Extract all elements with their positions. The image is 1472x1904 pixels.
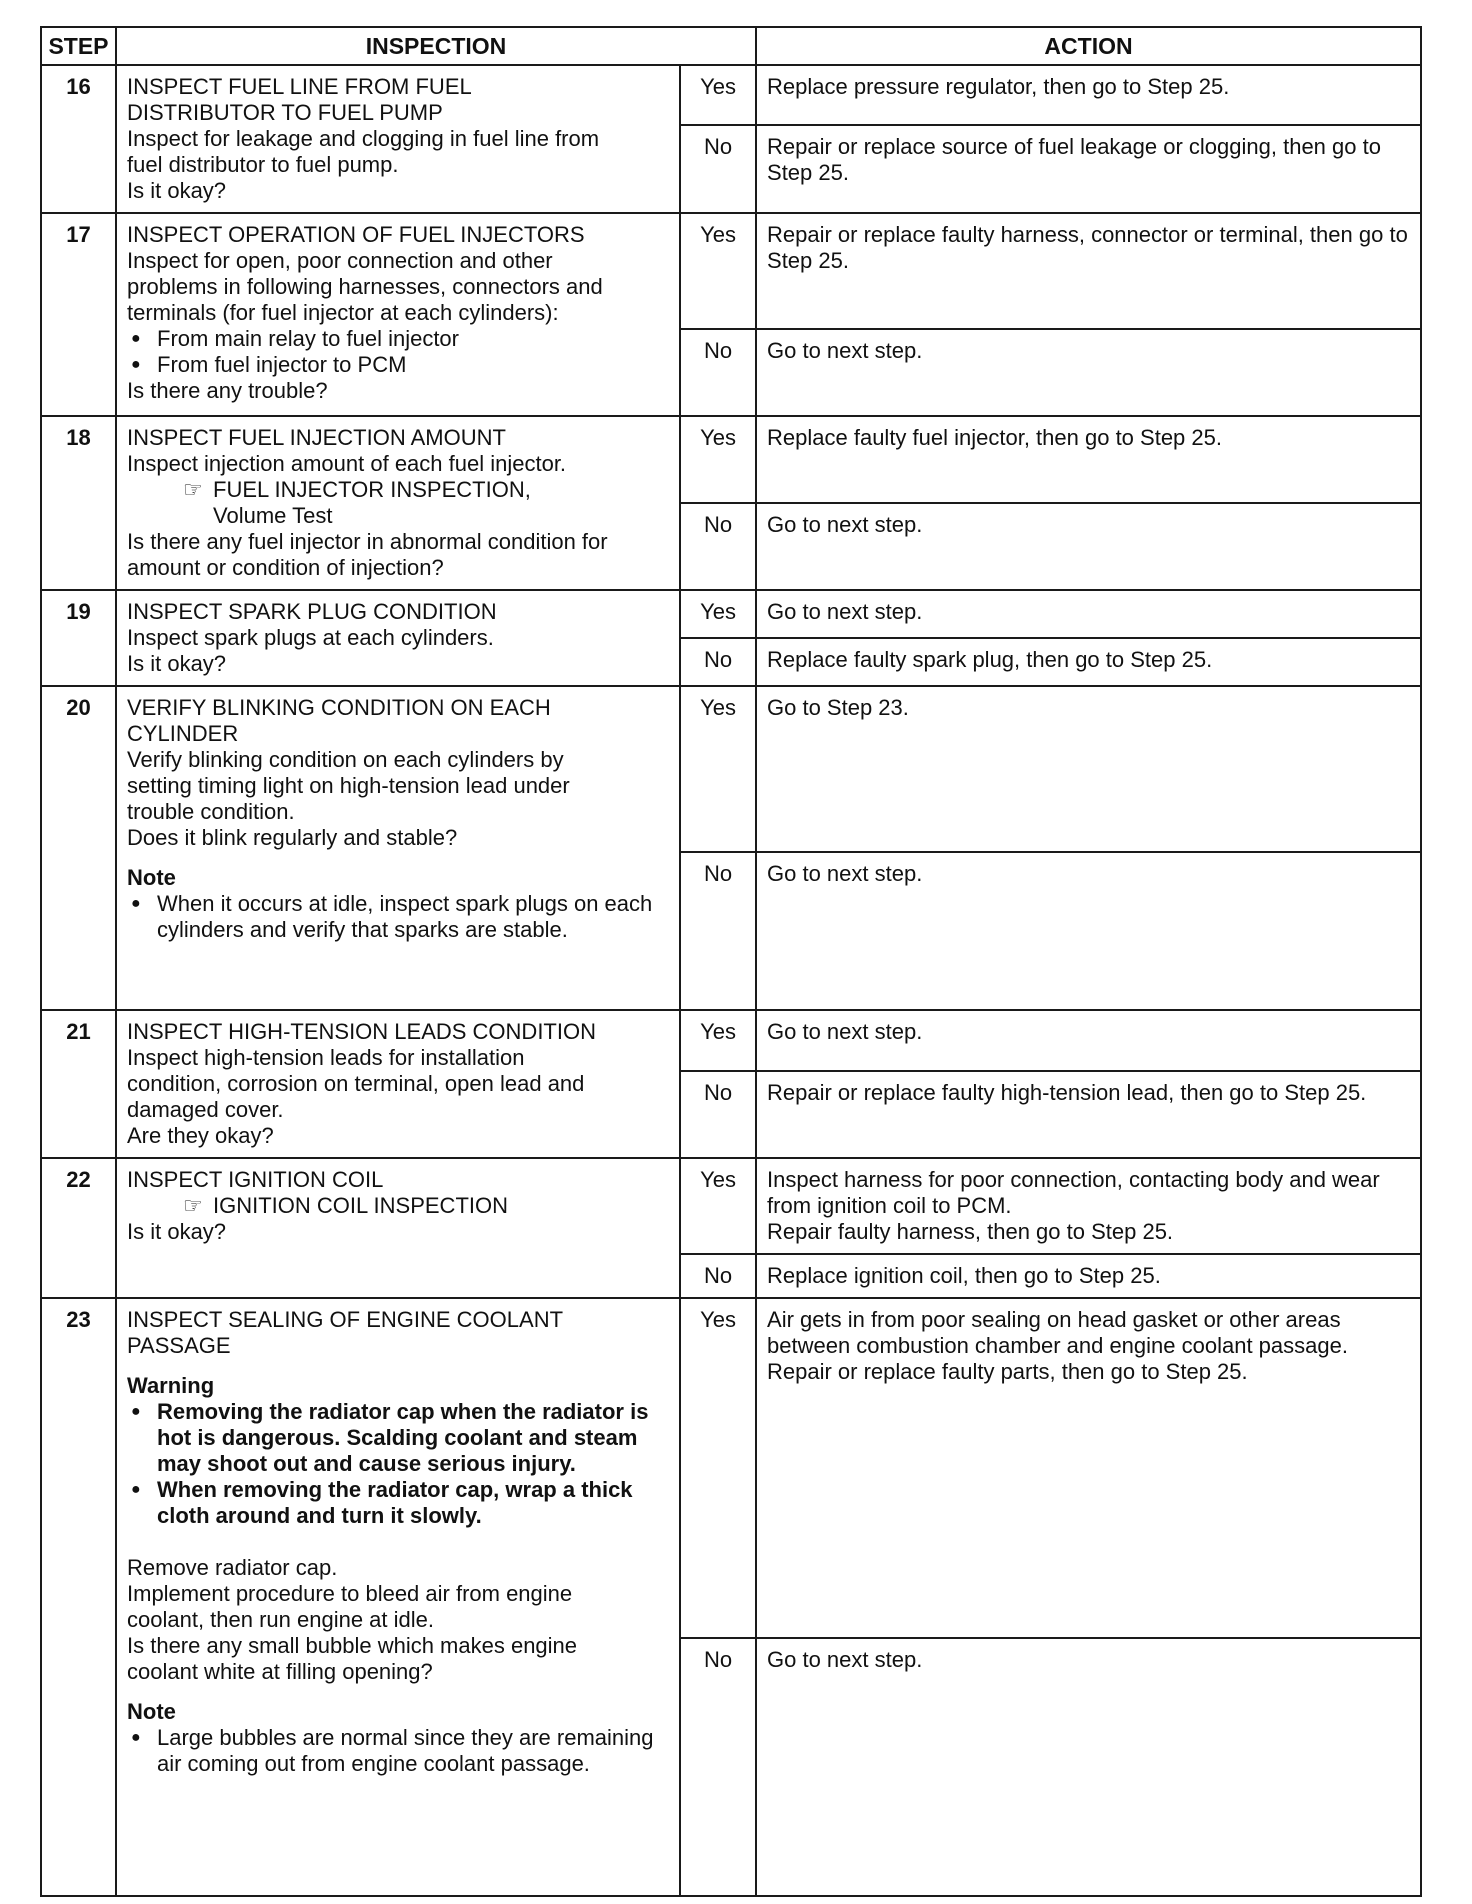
action-line: Repair or replace faulty parts, then go to Step 25. xyxy=(767,1359,1248,1384)
step-title: INSPECT FUEL INJECTION AMOUNT xyxy=(127,425,506,450)
reference-text: FUEL INJECTOR INSPECTION, xyxy=(213,477,531,502)
no-label: No xyxy=(680,503,756,590)
bullet-item: ● From main relay to fuel injector xyxy=(127,326,669,352)
step-title: INSPECT IGNITION COIL xyxy=(127,1167,384,1192)
step-20-inspection xyxy=(116,686,680,1010)
question: coolant white at filling opening? xyxy=(127,1659,433,1684)
action-line: Inspect harness for poor connection, contacting body and wear from ignition coil to PCM. xyxy=(767,1167,1380,1218)
no-action: Go to next step. xyxy=(756,1638,1421,1896)
yes-action xyxy=(756,1298,1421,1638)
yes-action: Go to Step 23. xyxy=(756,686,1421,852)
note-list xyxy=(127,1725,669,1777)
warning-item: ● Removing the radiator cap when the radiator is hot is dangerous. Scalding coolant and steam may shoot out and cause serious injury. xyxy=(127,1399,669,1477)
body-line: problems in following harnesses, connectors and xyxy=(127,274,603,299)
step-20-yes-row xyxy=(41,686,1421,852)
step-16-yes-row xyxy=(41,65,1421,125)
no-action: Replace faulty spark plug, then go to Step 25. xyxy=(756,638,1421,686)
yes-label: Yes xyxy=(680,416,756,503)
yes-label: Yes xyxy=(680,590,756,638)
step-number: 21 xyxy=(41,1010,116,1158)
pointing-hand-icon: ☞ xyxy=(183,477,203,502)
step-number: 22 xyxy=(41,1158,116,1298)
yes-label: Yes xyxy=(680,1298,756,1638)
yes-action: Replace faulty fuel injector, then go to Step 25. xyxy=(756,416,1421,503)
step-title: INSPECT FUEL LINE FROM FUEL DISTRIBUTOR TO FUEL PUMP xyxy=(127,74,472,125)
yes-label: Yes xyxy=(680,1158,756,1254)
step-23-yes-row xyxy=(41,1298,1421,1638)
yes-label: Yes xyxy=(680,213,756,329)
question: Is there any trouble? xyxy=(127,378,328,403)
step-number: 23 xyxy=(41,1298,116,1896)
no-label: No xyxy=(680,1254,756,1298)
yes-action: Replace pressure regulator, then go to Step 25. xyxy=(756,65,1421,125)
step-17-inspection xyxy=(116,213,680,416)
body-line: Inspect injection amount of each fuel injector. xyxy=(127,451,567,476)
body-line: setting timing light on high-tension lead under xyxy=(127,773,570,798)
warning-heading: Warning xyxy=(127,1373,215,1398)
yes-action: Go to next step. xyxy=(756,1010,1421,1071)
warning-list xyxy=(127,1399,669,1529)
no-action: Go to next step. xyxy=(756,329,1421,416)
step-title: INSPECT HIGH-TENSION LEADS CONDITION xyxy=(127,1019,596,1044)
reference xyxy=(127,477,669,503)
body-line: condition, corrosion on terminal, open lead and xyxy=(127,1071,585,1096)
yes-action: Repair or replace faulty harness, connector or terminal, then go to Step 25. xyxy=(756,213,1421,329)
step-number: 17 xyxy=(41,213,116,416)
note-item: ● Large bubbles are normal since they are remaining air coming out from engine coolant passage. xyxy=(127,1725,669,1777)
step-17-yes-row xyxy=(41,213,1421,329)
warning-item: ● When removing the radiator cap, wrap a thick cloth around and turn it slowly. xyxy=(127,1477,669,1529)
body-line: Inspect high-tension leads for installation xyxy=(127,1045,525,1070)
step-number: 20 xyxy=(41,686,116,1010)
yes-label: Yes xyxy=(680,65,756,125)
step-18-inspection xyxy=(116,416,680,590)
yes-label: Yes xyxy=(680,1010,756,1071)
yes-action: Go to next step. xyxy=(756,590,1421,638)
body-line: Verify blinking condition on each cylinders by xyxy=(127,747,564,772)
step-19-yes-row xyxy=(41,590,1421,638)
inspection-header: INSPECTION xyxy=(116,27,756,65)
no-action: Go to next step. xyxy=(756,503,1421,590)
step-number: 16 xyxy=(41,65,116,213)
yes-action xyxy=(756,1158,1421,1254)
no-label: No xyxy=(680,1071,756,1158)
step-23-inspection xyxy=(116,1298,680,1896)
step-21-inspection xyxy=(116,1010,680,1158)
no-action: Go to next step. xyxy=(756,852,1421,1010)
action-line: Repair faulty harness, then go to Step 25. xyxy=(767,1219,1174,1244)
step-19-inspection xyxy=(116,590,680,686)
no-action: Repair or replace source of fuel leakage or clogging, then go to Step 25. xyxy=(756,125,1421,213)
body-line: Inspect spark plugs at each cylinders. xyxy=(127,625,494,650)
note-list xyxy=(127,891,669,943)
question: Is it okay? xyxy=(127,1219,227,1244)
question: Does it blink regularly and stable? xyxy=(127,825,458,850)
reference xyxy=(127,1193,669,1219)
question: Are they okay? xyxy=(127,1123,274,1148)
question: Is there any fuel injector in abnormal condition for amount or condition of injection? xyxy=(127,529,608,580)
step-title: INSPECT OPERATION OF FUEL INJECTORS xyxy=(127,222,585,247)
step-number: 18 xyxy=(41,416,116,590)
no-label: No xyxy=(680,638,756,686)
action-line: Air gets in from poor sealing on head gasket or other areas between combustion chamber and engine coolant passage. xyxy=(767,1307,1348,1358)
action-header: ACTION xyxy=(756,27,1421,65)
body-line: Is there any small bubble which makes engine xyxy=(127,1633,578,1658)
body-line: Inspect for leakage and clogging in fuel line from xyxy=(127,126,600,151)
step-number: 19 xyxy=(41,590,116,686)
header-row xyxy=(41,27,1421,65)
no-action: Repair or replace faulty high-tension lead, then go to Step 25. xyxy=(756,1071,1421,1158)
no-action: Replace ignition coil, then go to Step 25. xyxy=(756,1254,1421,1298)
step-18-yes-row xyxy=(41,416,1421,503)
step-header: STEP xyxy=(41,27,116,65)
body-line: trouble condition. xyxy=(127,799,295,824)
reference-sub: Volume Test xyxy=(213,503,333,528)
pointing-hand-icon: ☞ xyxy=(183,1193,203,1218)
note-heading: Note xyxy=(127,1699,176,1724)
step-21-yes-row xyxy=(41,1010,1421,1071)
no-label: No xyxy=(680,852,756,1010)
step-16-inspection xyxy=(116,65,680,213)
step-title: VERIFY BLINKING CONDITION ON EACH CYLINDER xyxy=(127,695,551,746)
no-label: No xyxy=(680,125,756,213)
step-title: INSPECT SPARK PLUG CONDITION xyxy=(127,599,497,624)
body-line: Remove radiator cap. xyxy=(127,1555,338,1580)
body-line: terminals (for fuel injector at each cylinders): xyxy=(127,300,559,325)
no-label: No xyxy=(680,1638,756,1896)
reference-text: IGNITION COIL INSPECTION xyxy=(213,1193,508,1218)
body-line: Inspect for open, poor connection and other xyxy=(127,248,553,273)
bullet-list xyxy=(127,326,669,378)
step-title: INSPECT SEALING OF ENGINE COOLANT PASSAGE xyxy=(127,1307,564,1358)
note-heading: Note xyxy=(127,865,176,890)
body-line: Implement procedure to bleed air from engine xyxy=(127,1581,573,1606)
step-22-inspection xyxy=(116,1158,680,1298)
bullet-item: ● From fuel injector to PCM xyxy=(127,352,669,378)
no-label: No xyxy=(680,329,756,416)
body-line: fuel distributor to fuel pump. xyxy=(127,152,399,177)
step-22-yes-row xyxy=(41,1158,1421,1254)
yes-label: Yes xyxy=(680,686,756,852)
note-item: ● When it occurs at idle, inspect spark plugs on each cylinders and verify that sparks are stable. xyxy=(127,891,669,943)
body-line: damaged cover. xyxy=(127,1097,284,1122)
troubleshooting-table xyxy=(40,26,1422,1897)
body-line: coolant, then run engine at idle. xyxy=(127,1607,435,1632)
question: Is it okay? xyxy=(127,178,227,203)
question: Is it okay? xyxy=(127,651,227,676)
